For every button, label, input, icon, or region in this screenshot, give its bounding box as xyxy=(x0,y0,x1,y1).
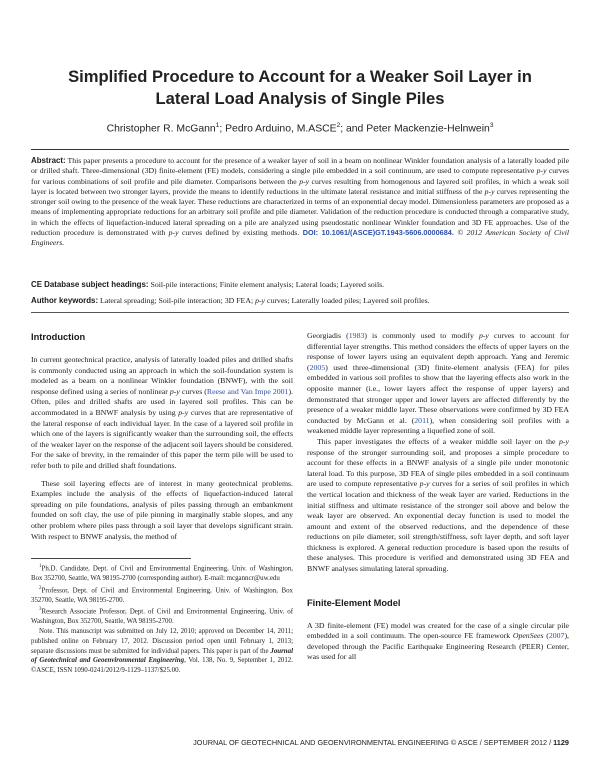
keywords-label: Author keywords: xyxy=(31,296,99,305)
introduction-heading: Introduction xyxy=(31,332,86,342)
author-keywords: Author keywords: Lateral spreading; Soil-pile interaction; 3D FEA; p-y curves; Laterally loaded piles; Layered soil profiles. xyxy=(31,296,430,305)
ref-reese-van-impe[interactable]: Reese and Van Impe 2001 xyxy=(206,386,289,396)
abstract-bottom-rule xyxy=(31,312,569,313)
paper-title xyxy=(40,66,560,110)
manuscript-note: Note. This manuscript was submitted on July 12, 2010; approved on December 14, 2011; published online on February 17, 2012. Discussion period open until February 1, 2013; separate discussions must be submitted for individual papers. This paper is part of the Journal of Geotechnical and Geoenvironmental Engineering, Vol. 138, No. 9, September 1, 2012. ©ASCE, ISSN 1090-0241/2012/9-1129–1137/$25.00. xyxy=(31,628,293,674)
ce-headings-label: CE Database subject headings: xyxy=(31,280,149,289)
doi-link[interactable]: DOI: 10.1061/(ASCE)GT.1943-5606.0000684. xyxy=(302,228,454,238)
author-2: ; Pedro Arduino, M.ASCE xyxy=(219,123,337,135)
title-line-1: Simplified Procedure to Account for a Weaker Soil Layer in xyxy=(68,67,532,86)
copyright: © 2012 American Society of Civil Engineers. xyxy=(31,228,569,248)
author-list xyxy=(40,122,560,134)
footnote-3: $^3$Research Associate Professor, Dept. of Civil and Environmental Engineering, Univ. of Washington, Box 352700, Seattle, WA 98195-2700. xyxy=(31,607,293,626)
right-paragraph-2: This paper investigates the effects of a weaker middle soil layer on the p-y response of the stronger surrounding soil, and proposes a simple procedure to account for these effects in a BNWF analysis of a single pile under monotonic lateral load. To this purpose, 3D FEA of single piles embedded in a soil continuum are used to compute representative p-y curves for a series of soil profiles in which the vertical location and thickness of the weak layer are varied. Reductions in the initial stiffness and ultimate resistance of the stronger soil above and below the weak layer are observed. An exponential decay function is used to model the amount and extent of the observed reductions, and the dependence of these reductions on pile diameter, soil strength/stiffness, soft layer depth, and soft layer thickness is explored. A general reduction procedure is based upon the results of these analyses. This procedure is verified and demonstrated using 3D FEA and BNWF analyses simulating lateral spreading. xyxy=(307,436,569,574)
intro-paragraph-2: These soil layering effects are of interest in many geotechnical problems. Examples include the analysis of the effects of liquefaction-induced lateral spreading on pile foundations, analysis of piles passing through an embankment founded on soft clay, the use of pile pinning in marginally stable slopes, and any other problem where piles pass through a soil layer that develops significant strain. With respect to BNWF analysis, the method of xyxy=(31,478,293,541)
abstract-label: Abstract: xyxy=(31,156,66,165)
author-3: ; and Peter Mackenzie-Helnwein xyxy=(340,123,490,135)
right-column xyxy=(307,331,569,761)
right-paragraph-3: A 3D finite-element (FE) model was created for the case of a single circular pile embedded in a soil continuum. The open-source FE framework OpenSees (2007), developed through the Pacific Earthquake Engineering Research (PEER) Center, was used for all xyxy=(307,620,569,662)
title-line-2: Lateral Load Analysis of Single Piles xyxy=(155,89,445,108)
author-2-affil: 2 xyxy=(336,122,341,129)
abstract: Abstract: This paper presents a procedure to account for the presence of a weaker layer of soil in a beam on nonlinear Winkler foundation analysis of a laterally loaded pile or drilled shaft. Three-dimensional (3D) finite-element (FE) models, considering a single pile embedded in a soil continuum, are used to compute representative p-y curves for various combinations of soil profile and pile diameter. Comparisons between the p-y curves resulting from homogenous and layered soil profiles, in which a weak soil layer is located between two stronger layers, provide the means to identify reductions in the ultimate lateral resistance and initial stiffness of the p-y curves representing the stronger soil owing to the presence of the weak layer. These reductions are characterized in terms of an exponential decay model. Dimensionless parameters are proposed as a means of implementing appropriate reductions for an arbitrary soil profile and pile diameter. Validation of the reduction procedure is conducted through a comparative study, in which the effects of liquefaction-induced lateral spreading on a pile are analyzed using pseudostatic nonlinear Winkler foundation and 3D FE approaches. Use of the reduction procedure is demonstrated with p-y curves defined by existing methods. DOI: 10.1061/(ASCE)GT.1943-5606.0000684. © 2012 American Society of Civil Engineers. xyxy=(31,156,569,248)
footnote-1: $^1$Ph.D. Candidate, Dept. of Civil and Environmental Engineering, Univ. of Washington, Box 352700, Seattle, WA 98195-2700 (corresponding author). E-mail: mcganncr@uw.edu xyxy=(31,564,293,582)
ref-opensees[interactable]: 2007 xyxy=(548,631,565,641)
fe-model-heading: Finite-Element Model xyxy=(307,597,401,608)
page-footer xyxy=(193,738,569,747)
intro-paragraph-1: In current geotechnical practice, analysis of laterally loaded piles and drilled shafts is commonly conducted using an approach in which the soil-foundation system is modeled as a beam on a nonlinear Winkler foundation (BNWF), with the soil response defined using a series of nonlinear p-y curves (Reese and Van Impe 2001). Often, piles and drilled shafts are used in layered soil profiles. This can be accommodated in a BNWF analysis by using p-y curves that are representative of the lateral response of each individual layer. In the case of a layered soil profile in which one of the layers is significantly weaker than the surrounding soil, the effects of the weaker layer on the response of the adjacent soil layers should be considered. For the sake of brevity, in the remainder of this paper the term pile will be used to refer both to pile and drilled shaft foundations. xyxy=(31,355,293,470)
author-3-affil: 3 xyxy=(489,122,494,129)
ref-yang-jeremic[interactable]: 2005 xyxy=(309,362,326,372)
abstract-top-rule xyxy=(31,149,569,150)
right-paragraph-1: Georgiadis (1983) is commonly used to modify p-y curves to account for differential layer strengths. This method considers the effects of upper layers on the response of lower layers using an equivalent depth approach. Yang and Jeremic (2005) used three-dimensional (3D) finite-element analysis (FEA) for piles embedded in various soil profiles to show that the layering effects also work in the opposite manner (i.e., lower layers affect the response of upper layers) and demonstrated that stronger upper and lower layers are affected differently by the presence of a weaker middle layer. These observations were confirmed by 3D FEA conducted by McGann et al. (2011), when considering soil profiles with a weakened middle layer representing a liquefied zone of soil. xyxy=(307,331,569,436)
ref-mcgann[interactable]: 2011 xyxy=(414,415,430,425)
page-number: 1129 xyxy=(553,738,569,747)
ce-subject-headings: CE Database subject headings: Soil-pile interactions; Finite element analysis; Lateral loads; Layered soils. xyxy=(31,280,385,289)
footnote-rule xyxy=(31,558,191,559)
footer-journal: JOURNAL OF GEOTECHNICAL AND GEOENVIRONMENTAL ENGINEERING © ASCE / SEPTEMBER 2012 / xyxy=(193,738,554,747)
author-1-affil: 1 xyxy=(215,122,220,129)
footnote-2: $^2$Professor, Dept. of Civil and Environmental Engineering, Univ. of Washington, Box 352700, Seattle, WA 98195-2700. xyxy=(31,585,293,604)
footnotes xyxy=(31,562,293,676)
ref-georgiadis[interactable]: 1983 xyxy=(348,331,365,340)
author-1: Christopher R. McGann xyxy=(106,123,216,135)
journal-name: Journal of Geotechnical and Geoenvironmental Engineering xyxy=(31,647,293,665)
